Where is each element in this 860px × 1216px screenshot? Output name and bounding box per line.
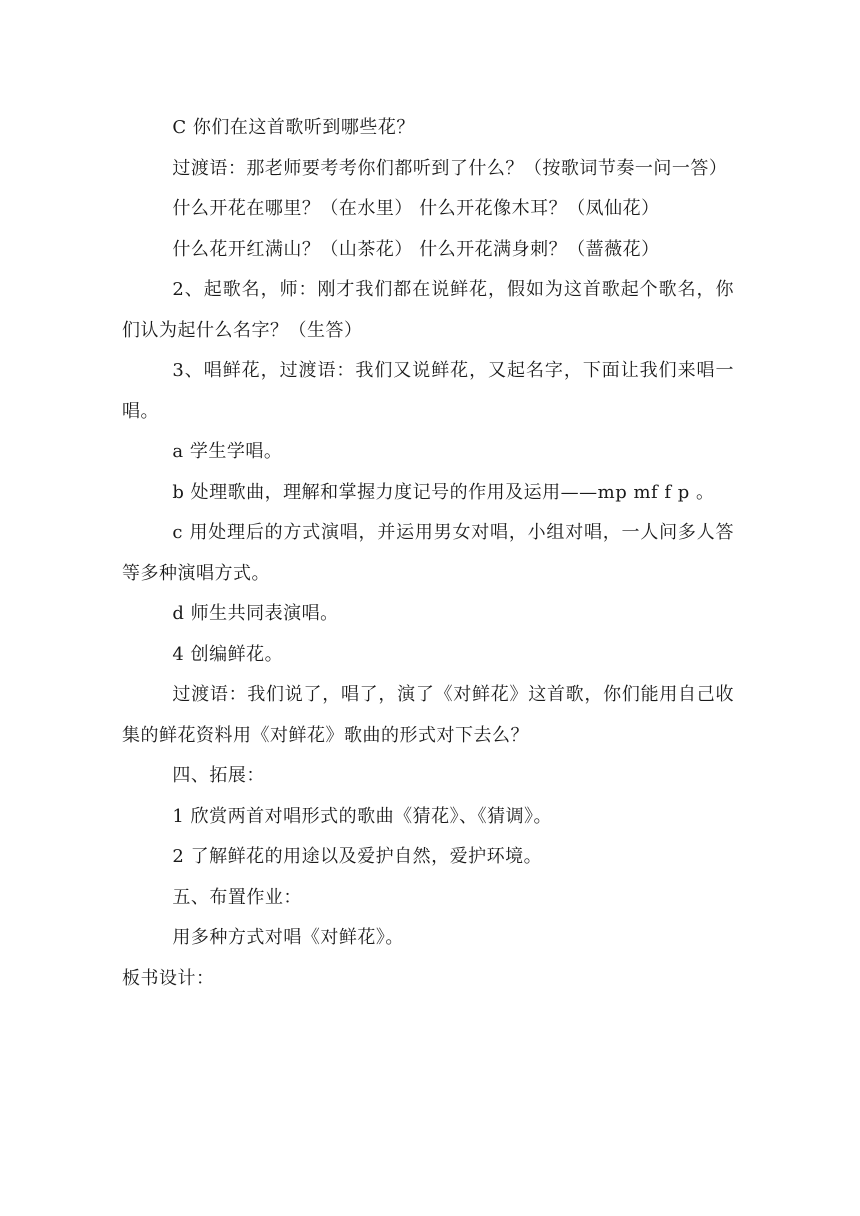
question-flowers-heard: C 你们在这首歌听到哪些花？ [172, 117, 415, 138]
section-extension-heading: 四、拓展： [172, 765, 265, 786]
step-name-song: 2、起歌名，师：刚才我们都在说鲜花，假如为这首歌起个歌名，你们认为起什么名字？（生答） [122, 279, 734, 341]
extension-item-1: 1 欣赏两首对唱形式的歌曲《猜花》、《猜调》。 [172, 805, 553, 827]
transition-quiz: 过渡语：那老师要考考你们都听到了什么？（按歌词节奏一问一答） [172, 157, 728, 179]
homework-item: 用多种方式对唱《对鲜花》。 [172, 927, 404, 948]
sub-step-d: d 师生共同表演唱。 [172, 603, 339, 624]
section-homework-heading: 五、布置作业： [172, 886, 302, 908]
step-create: 4 创编鲜花。 [172, 643, 284, 665]
sub-step-c: c 用处理后的方式演唱，并运用男女对唱，小组对唱，一人问多人答等多种演唱方式。 [122, 522, 734, 584]
sub-step-b: b 处理歌曲，理解和掌握力度记号的作用及运用——mp mf f p 。 [172, 481, 715, 503]
step-sing-song: 3、唱鲜花，过渡语：我们又说鲜花，又起名字，下面让我们来唱一唱。 [122, 360, 734, 422]
document-body [122, 108, 734, 999]
sub-step-a: a 学生学唱。 [172, 441, 283, 462]
transition-create: 过渡语：我们说了，唱了，演了《对鲜花》这首歌，你们能用自己收集的鲜花资料用《对鲜花》歌曲的形式对下去么？ [122, 684, 734, 746]
extension-item-2: 2 了解鲜花的用途以及爱护自然，爱护环境。 [172, 846, 543, 867]
qa-line-1: 什么开花在哪里？（在水里） 什么开花像木耳？（凤仙花） [172, 198, 660, 219]
qa-line-2: 什么花开红满山？（山茶花） 什么开花满身刺？（蔷薇花） [172, 238, 660, 260]
board-design-label: 板书设计： [122, 967, 215, 989]
